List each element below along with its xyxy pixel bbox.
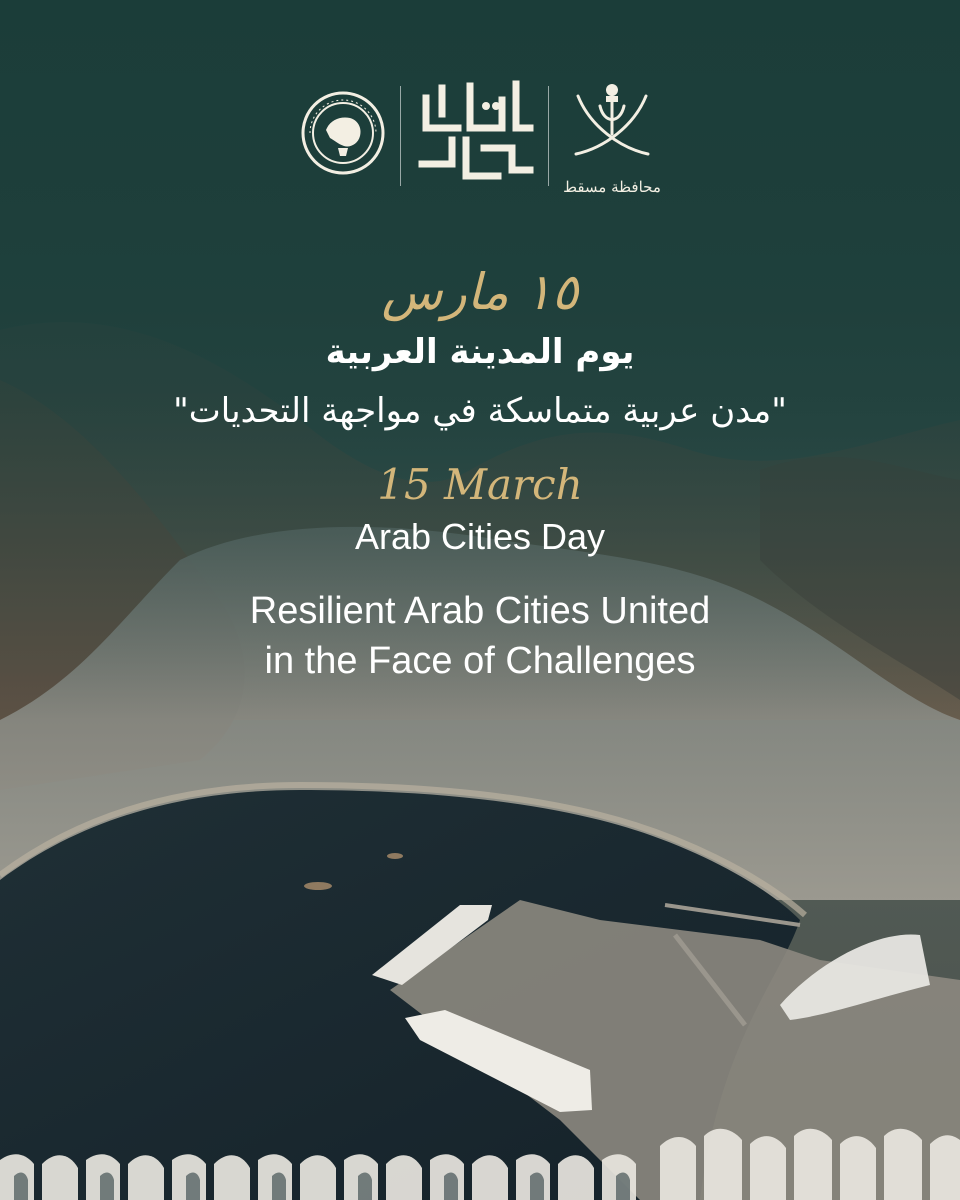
headline-block bbox=[0, 262, 960, 686]
english-slogan-line-2: in the Face of Challenges bbox=[264, 640, 696, 682]
governorate-caption: محافظة مسقط bbox=[563, 178, 661, 196]
khanjar-crossed-swords-icon bbox=[560, 76, 664, 168]
english-slogan bbox=[120, 586, 840, 686]
arab-towns-emblem-icon bbox=[300, 90, 386, 176]
logo-divider bbox=[400, 86, 401, 186]
english-title: Arab Cities Day bbox=[354, 516, 606, 557]
muscat-governorate-logo bbox=[560, 76, 664, 196]
logo-row bbox=[0, 72, 960, 202]
muscat-municipality-logo-icon bbox=[412, 78, 540, 190]
arabic-title: يوم المدينة العربية bbox=[325, 332, 635, 372]
decorative-pattern-strip bbox=[0, 1124, 960, 1200]
arabic-slogan: "مدن عربية متماسكة في مواجهة التحديات" bbox=[173, 391, 787, 431]
english-date: 15 March bbox=[377, 460, 583, 509]
arabic-date: ١٥ مارس bbox=[381, 263, 579, 321]
english-slogan-line-1: Resilient Arab Cities United bbox=[249, 590, 711, 632]
logo-divider bbox=[548, 86, 549, 186]
